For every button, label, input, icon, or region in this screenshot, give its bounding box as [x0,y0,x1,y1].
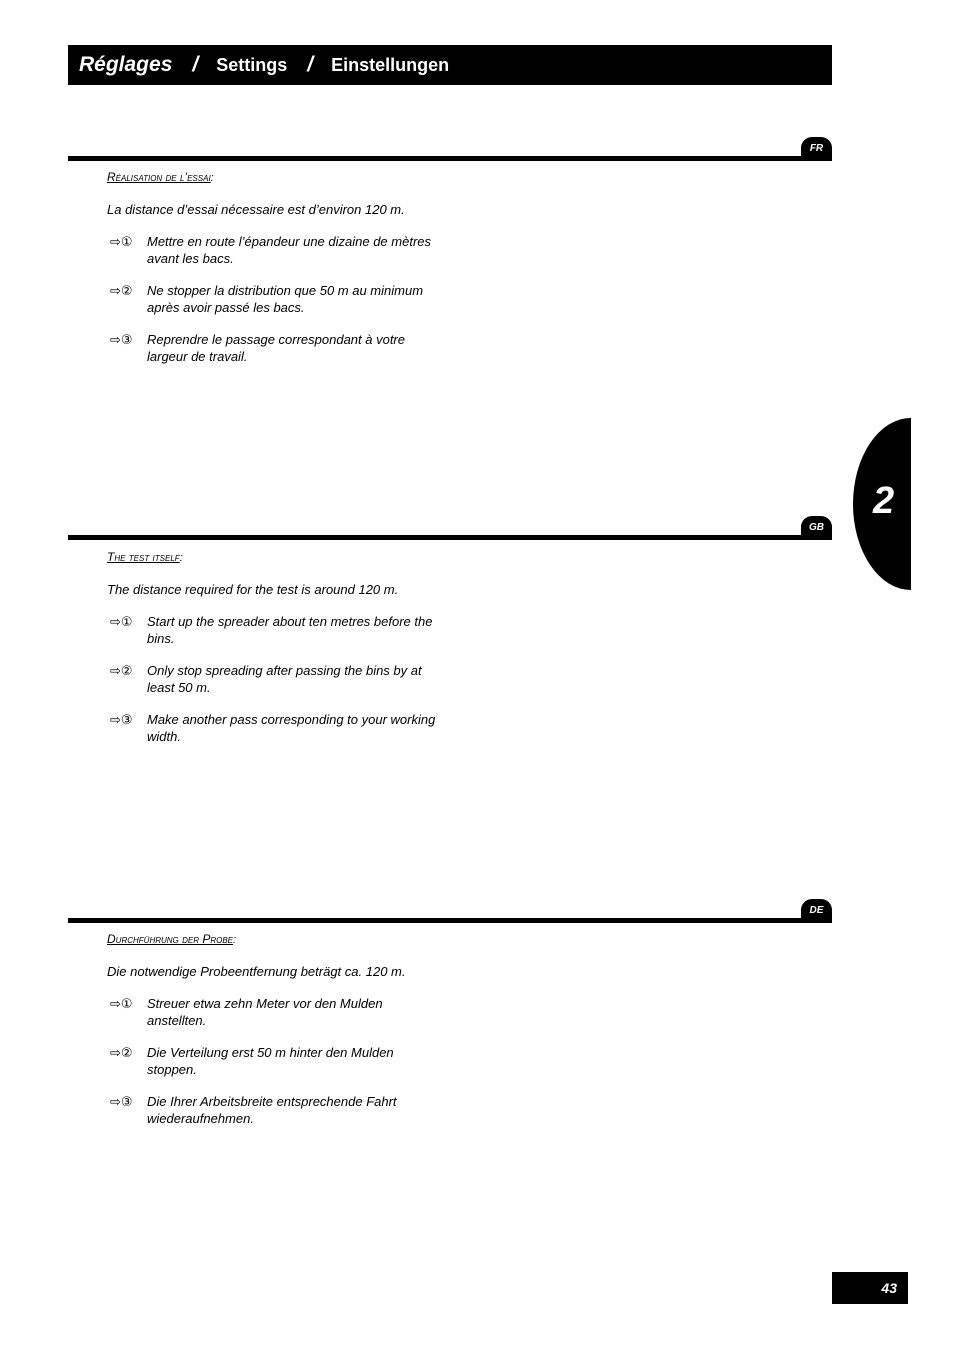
step-text: Die Verteilung erst 50 m hinter den Mulden stoppen. [147,1045,394,1077]
step-text: Make another pass corresponding to your working width. [147,712,436,744]
heading-text: Réalisation de l’essai [107,170,211,184]
step-list-gb [107,613,437,745]
arrow-step-1-icon: ⇨① [110,996,133,1011]
step-text: Reprendre le passage correspondant à votre largeur de travail. [147,332,405,364]
section-fr [107,169,437,380]
step-text: Mettre en route l’épandeur une dizaine de mètres avant les bacs. [147,234,432,266]
arrow-step-3-icon: ⇨③ [110,1094,133,1109]
heading-suffix: : [179,552,183,564]
lang-badge-de: DE [801,899,832,921]
step-text: Streuer etwa zehn Meter vor den Mulden anstellten. [147,996,383,1028]
step-list-fr [107,233,437,365]
list-item [107,711,437,745]
arrow-step-3-icon: ⇨③ [110,332,133,347]
section-gb [107,549,437,760]
lang-badge-gb: GB [801,516,832,538]
chapter-tab [853,418,911,590]
section-intro-gb: The distance required for the test is around 120 m. [107,582,399,597]
step-list-de [107,995,437,1127]
step-text: Start up the spreader about ten metres before the bins. [147,614,433,646]
section-rule-de [68,918,832,923]
arrow-step-1-icon: ⇨① [110,234,133,249]
arrow-step-2-icon: ⇨② [110,1045,133,1060]
header-separator-2: / [307,53,314,76]
heading-text: The test itself [107,550,180,564]
header-title-de: Einstellungen [331,54,450,75]
list-item [107,282,437,316]
list-item [107,995,437,1029]
section-intro-fr: La distance d’essai nécessaire est d’environ 120 m. [107,202,405,217]
list-item [107,331,437,365]
list-item [107,1044,437,1078]
arrow-step-2-icon: ⇨② [110,283,133,298]
heading-suffix: : [233,934,237,946]
heading-suffix: : [210,172,214,184]
header-title-fr: Réglages [79,53,173,76]
step-text: Only stop spreading after passing the bins by at least 50 m. [147,663,422,695]
heading-text: Durchführung der Probe [107,932,234,946]
lang-badge-fr: FR [801,137,832,159]
section-heading-gb [107,549,437,566]
step-text: Die Ihrer Arbeitsbreite entsprechende Fahrt wiederaufnehmen. [147,1094,397,1126]
section-heading-fr [107,169,437,186]
list-item [107,613,437,647]
header-separator-1: / [192,53,199,76]
page-number: 43 [832,1272,908,1304]
list-item [107,1093,437,1127]
chapter-number: 2 [873,480,895,522]
list-item [107,662,437,696]
section-rule-fr [68,156,832,161]
section-de [107,931,437,1142]
list-item [107,233,437,267]
header-title-gb: Settings [216,54,288,75]
arrow-step-1-icon: ⇨① [110,614,133,629]
page-header-bar [68,45,832,85]
step-text: Ne stopper la distribution que 50 m au minimum après avoir passé les bacs. [147,283,424,315]
section-intro-de: Die notwendige Probeentfernung beträgt ca. 120 m. [107,964,406,979]
section-rule-gb [68,535,832,540]
arrow-step-2-icon: ⇨② [110,663,133,678]
arrow-step-3-icon: ⇨③ [110,712,133,727]
section-heading-de [107,931,437,948]
